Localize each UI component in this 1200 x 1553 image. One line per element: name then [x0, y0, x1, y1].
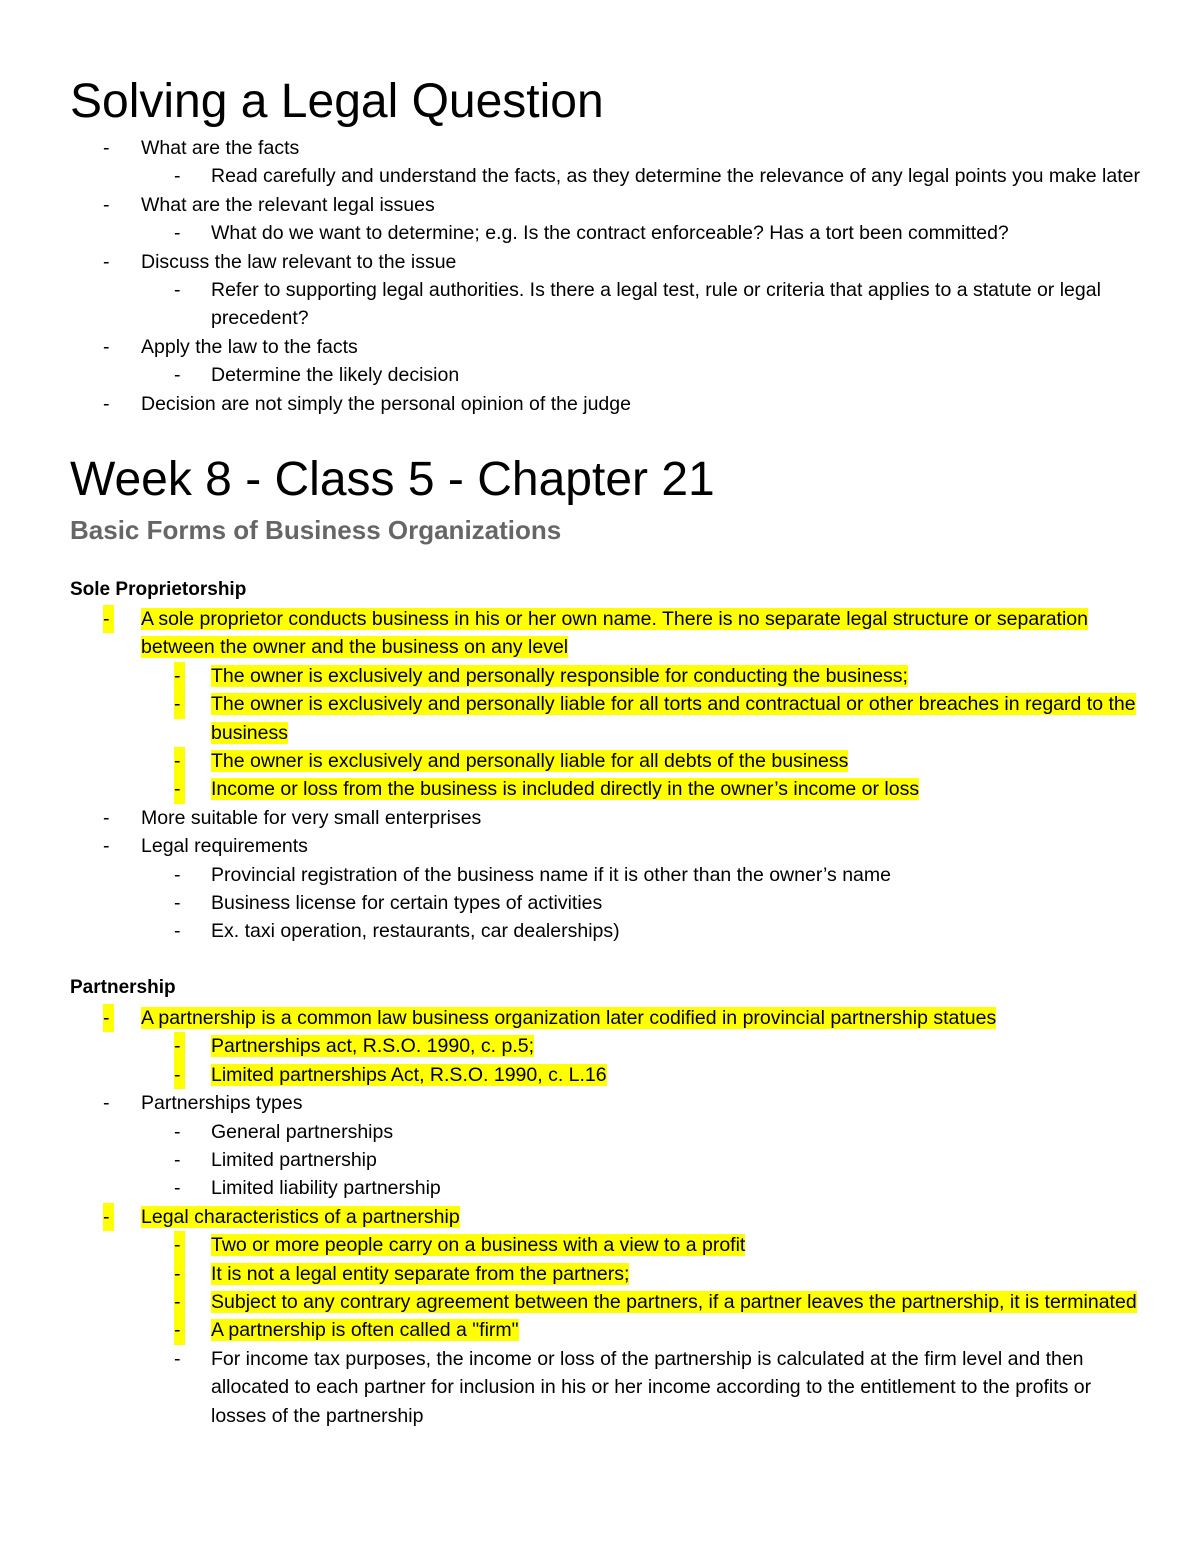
bullet-dash: -: [174, 1260, 185, 1288]
bullet-dash: -: [174, 1231, 185, 1259]
bullet-dash: -: [103, 335, 110, 358]
list-item: - What are the facts: [70, 134, 1140, 162]
bullet-dash: -: [174, 662, 185, 690]
list-item: - Two or more people carry on a business with a view to a profit: [70, 1231, 1140, 1259]
bullet-dash: -: [103, 835, 110, 858]
bullet-dash: -: [174, 1316, 185, 1344]
list-item: - The owner is exclusively and personally responsible for conducting the business;: [70, 662, 1140, 690]
list-item: - The owner is exclusively and personally liable for all debts of the business: [70, 747, 1140, 775]
list-item: - Business license for certain types of activities: [70, 889, 1140, 917]
bullet-dash: -: [174, 892, 181, 915]
list-item: - Discuss the law relevant to the issue: [70, 248, 1140, 276]
list-item: - For income tax purposes, the income or loss of the partnership is calculated at the firm level and then allocated to each partner for inclusion in his or her income according to the entitlement to the profits or losses of the partnership: [70, 1345, 1140, 1430]
list-item: - Refer to supporting legal authorities. Is there a legal test, rule or criteria that applies to a statute or legal precedent?: [70, 276, 1140, 333]
bullet-dash: -: [103, 250, 110, 273]
bullet-dash: -: [174, 863, 181, 886]
heading-sole-proprietorship: Sole Proprietorship: [70, 579, 247, 600]
list-item: - Limited partnership: [70, 1146, 1140, 1174]
sole-list: [70, 605, 1140, 946]
list-item: - Partnerships act, R.S.O. 1990, c. p.5;: [70, 1032, 1140, 1060]
bullet-dash: -: [103, 605, 114, 633]
section-subtitle: Basic Forms of Business Organizations: [70, 515, 562, 545]
list-item: - Limited liability partnership: [70, 1174, 1140, 1202]
bullet-dash: -: [174, 1288, 185, 1316]
list-item: - A partnership is a common law business organization later codified in provincial partnership statues: [70, 1004, 1140, 1032]
list-item: - Read carefully and understand the facts, as they determine the relevance of any legal points you make later: [70, 162, 1140, 190]
list-item: - Provincial registration of the business name if it is other than the owner’s name: [70, 861, 1140, 889]
bullet-dash: -: [103, 193, 110, 216]
list-item: - Determine the likely decision: [70, 361, 1140, 389]
bullet-dash: -: [174, 222, 181, 245]
partnership-list: [70, 1004, 1140, 1430]
bullet-dash: -: [174, 364, 181, 387]
list-item: - More suitable for very small enterprises: [70, 804, 1140, 832]
bullet-dash: -: [174, 1120, 181, 1143]
list-item: - Legal characteristics of a partnership: [70, 1203, 1140, 1231]
list-item: - A partnership is often called a "firm": [70, 1316, 1140, 1344]
list-item: - Limited partnerships Act, R.S.O. 1990, c. L.16: [70, 1061, 1140, 1089]
bullet-dash: -: [103, 137, 110, 159]
list-item: - Apply the law to the facts: [70, 333, 1140, 361]
bullet-dash: -: [103, 1004, 114, 1032]
section-title-solving: Solving a Legal Question: [70, 75, 604, 128]
bullet-dash: -: [174, 775, 185, 803]
bullet-dash: -: [174, 279, 181, 302]
bullet-dash: -: [174, 747, 185, 775]
list-item: - Partnerships types: [70, 1089, 1140, 1117]
bullet-dash: -: [174, 1149, 181, 1172]
list-item: - The owner is exclusively and personally liable for all torts and contractual or other breaches in regard to the business: [70, 690, 1140, 747]
bullet-dash: -: [103, 1092, 110, 1115]
bullet-dash: -: [174, 165, 181, 188]
list-item: - What are the relevant legal issues: [70, 191, 1140, 219]
bullet-dash: -: [174, 1032, 185, 1060]
bullet-dash: -: [174, 1347, 181, 1370]
list-item: - What do we want to determine; e.g. Is the contract enforceable? Has a tort been committed?: [70, 219, 1140, 247]
bullet-dash: -: [103, 1203, 114, 1231]
list-item: - Subject to any contrary agreement between the partners, if a partner leaves the partnership, it is terminated: [70, 1288, 1140, 1316]
solving-list: [70, 134, 1140, 418]
bullet-dash: -: [174, 1177, 181, 1200]
list-item: - Ex. taxi operation, restaurants, car dealerships): [70, 917, 1140, 945]
bullet-dash: -: [174, 920, 181, 943]
bullet-dash: -: [174, 1061, 185, 1089]
list-item: - A sole proprietor conducts business in his or her own name. There is no separate legal structure or separation between the owner and the business on any level: [70, 605, 1140, 662]
list-item: - Legal requirements: [70, 832, 1140, 860]
list-item: - Income or loss from the business is included directly in the owner’s income or loss: [70, 775, 1140, 803]
bullet-dash: -: [103, 806, 110, 829]
section-title-week8: Week 8 - Class 5 - Chapter 21: [70, 453, 715, 506]
list-item: - General partnerships: [70, 1118, 1140, 1146]
bullet-dash: -: [174, 690, 185, 718]
list-item: - It is not a legal entity separate from the partners;: [70, 1260, 1140, 1288]
heading-partnership: Partnership: [70, 977, 176, 998]
list-item: - Decision are not simply the personal opinion of the judge: [70, 390, 1140, 418]
bullet-dash: -: [103, 392, 110, 415]
